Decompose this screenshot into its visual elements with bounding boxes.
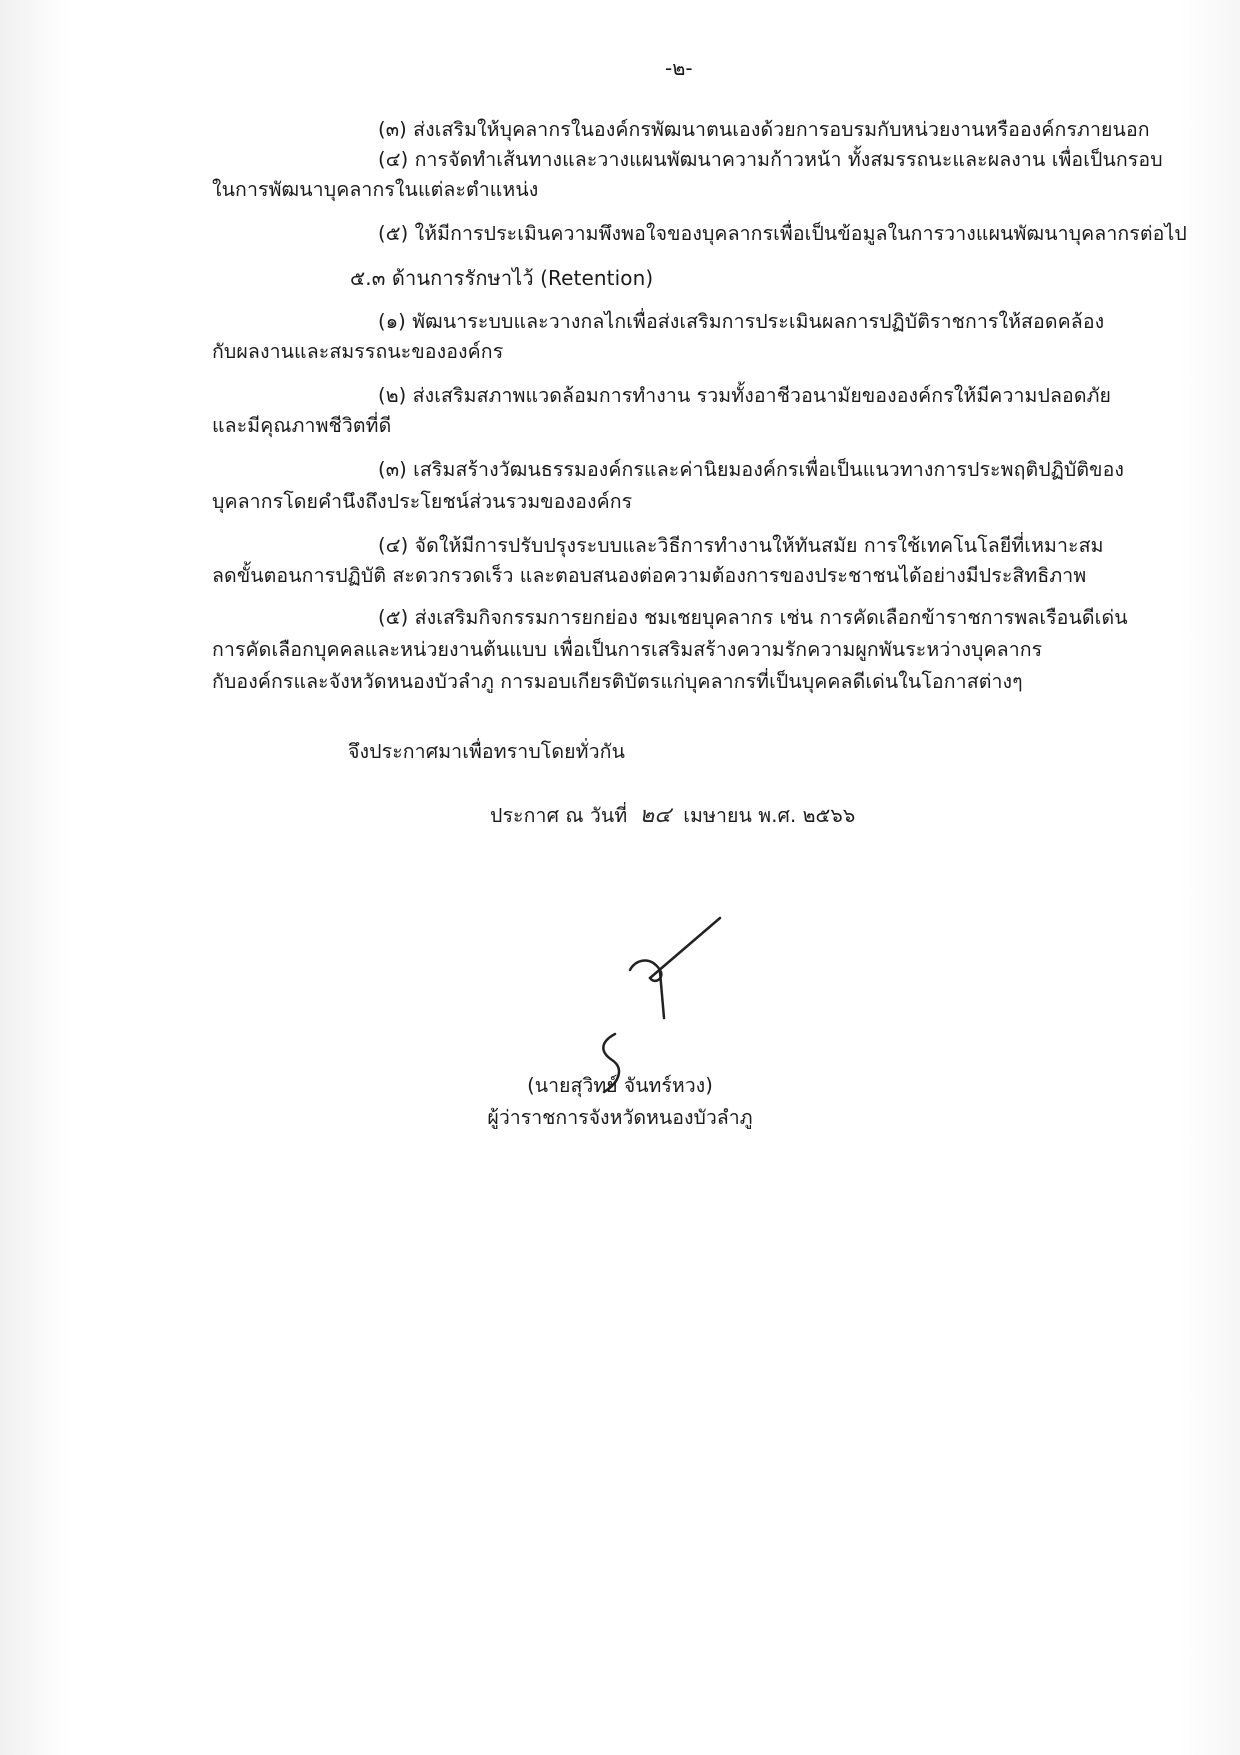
paragraph-line: (๓) เสริมสร้างวัฒนธรรมองค์กรและค่านิยมองค์กรเพื่อเป็นแนวทางการประพฤติปฏิบัติของ	[378, 458, 1125, 481]
closing-line: จึงประกาศมาเพื่อทราบโดยทั่วกัน	[348, 740, 625, 763]
announcement-prefix: ประกาศ ณ วันที่	[490, 804, 628, 827]
scan-shadow-right	[1180, 0, 1240, 1755]
paragraph-line: การคัดเลือกบุคคลและหน่วยงานต้นแบบ เพื่อเป็นการเสริมสร้างความรักความผูกพันระหว่างบุคลากร	[212, 638, 1043, 661]
announcement-date	[490, 804, 855, 828]
paragraph-line: (๕) ให้มีการประเมินความพึงพอใจของบุคลากรเพื่อเป็นข้อมูลในการวางแผนพัฒนาบุคลากรต่อไป	[378, 222, 1187, 245]
paragraph-line: ในการพัฒนาบุคลากรในแต่ละตำแหน่ง	[212, 178, 539, 201]
paragraph-line: (๔) จัดให้มีการปรับปรุงระบบและวิธีการทำงานให้ทันสมัย การใช้เทคโนโลยีที่เหมาะสม	[378, 534, 1104, 557]
paragraph-line: (๕) ส่งเสริมกิจกรรมการยกย่อง ชมเชยบุคลากร เช่น การคัดเลือกข้าราชการพลเรือนดีเด่น	[378, 606, 1128, 629]
paragraph-line: บุคลากรโดยคำนึงถึงประโยชน์ส่วนรวมขององค์กร	[212, 490, 633, 513]
paragraph-line: กับผลงานและสมรรถนะขององค์กร	[212, 340, 504, 363]
scan-shadow-left	[0, 0, 70, 1755]
page-number: -๒-	[665, 56, 693, 80]
paragraph-line: ลดขั้นตอนการปฏิบัติ สะดวกรวดเร็ว และตอบสนองต่อความต้องการของประชาชนได้อย่างมีประสิทธิภาพ	[212, 564, 1087, 587]
paragraph-line: (๑) พัฒนาระบบและวางกลไกเพื่อส่งเสริมการประเมินผลการปฏิบัติราชการให้สอดคล้อง	[378, 310, 1105, 333]
handwritten-signature	[620, 900, 740, 1030]
paragraph-line: (๒) ส่งเสริมสภาพแวดล้อมการทำงาน รวมทั้งอาชีวอนามัยขององค์กรให้มีความปลอดภัย	[378, 384, 1112, 407]
paragraph-line: กับองค์กรและจังหวัดหนองบัวลำภู การมอบเกียรติบัตรแก่บุคลากรที่เป็นบุคคลดีเด่นในโอกาสต่างๆ	[212, 670, 1023, 693]
paragraph-line: (๓) ส่งเสริมให้บุคลากรในองค์กรพัฒนาตนเองด้วยการอบรมกับหน่วยงานหรือองค์กรภายนอก	[378, 118, 1150, 141]
announcement-day: ๒๔	[639, 803, 671, 828]
signer-title: ผู้ว่าราชการจังหวัดหนองบัวลำภู	[487, 1106, 753, 1129]
paragraph-line: และมีคุณภาพชีวิตที่ดี	[212, 414, 392, 437]
section-heading: ๕.๓ ด้านการรักษาไว้ (Retention)	[350, 266, 654, 290]
signer-name: (นายสุวิทย์ จันทร์หวง)	[527, 1074, 713, 1097]
paragraph-line: (๔) การจัดทำเส้นทางและวางแผนพัฒนาความก้าวหน้า ทั้งสมรรถนะและผลงาน เพื่อเป็นกรอบ	[378, 148, 1163, 171]
announcement-month-year: เมษายน พ.ศ. ๒๕๖๖	[683, 804, 856, 827]
